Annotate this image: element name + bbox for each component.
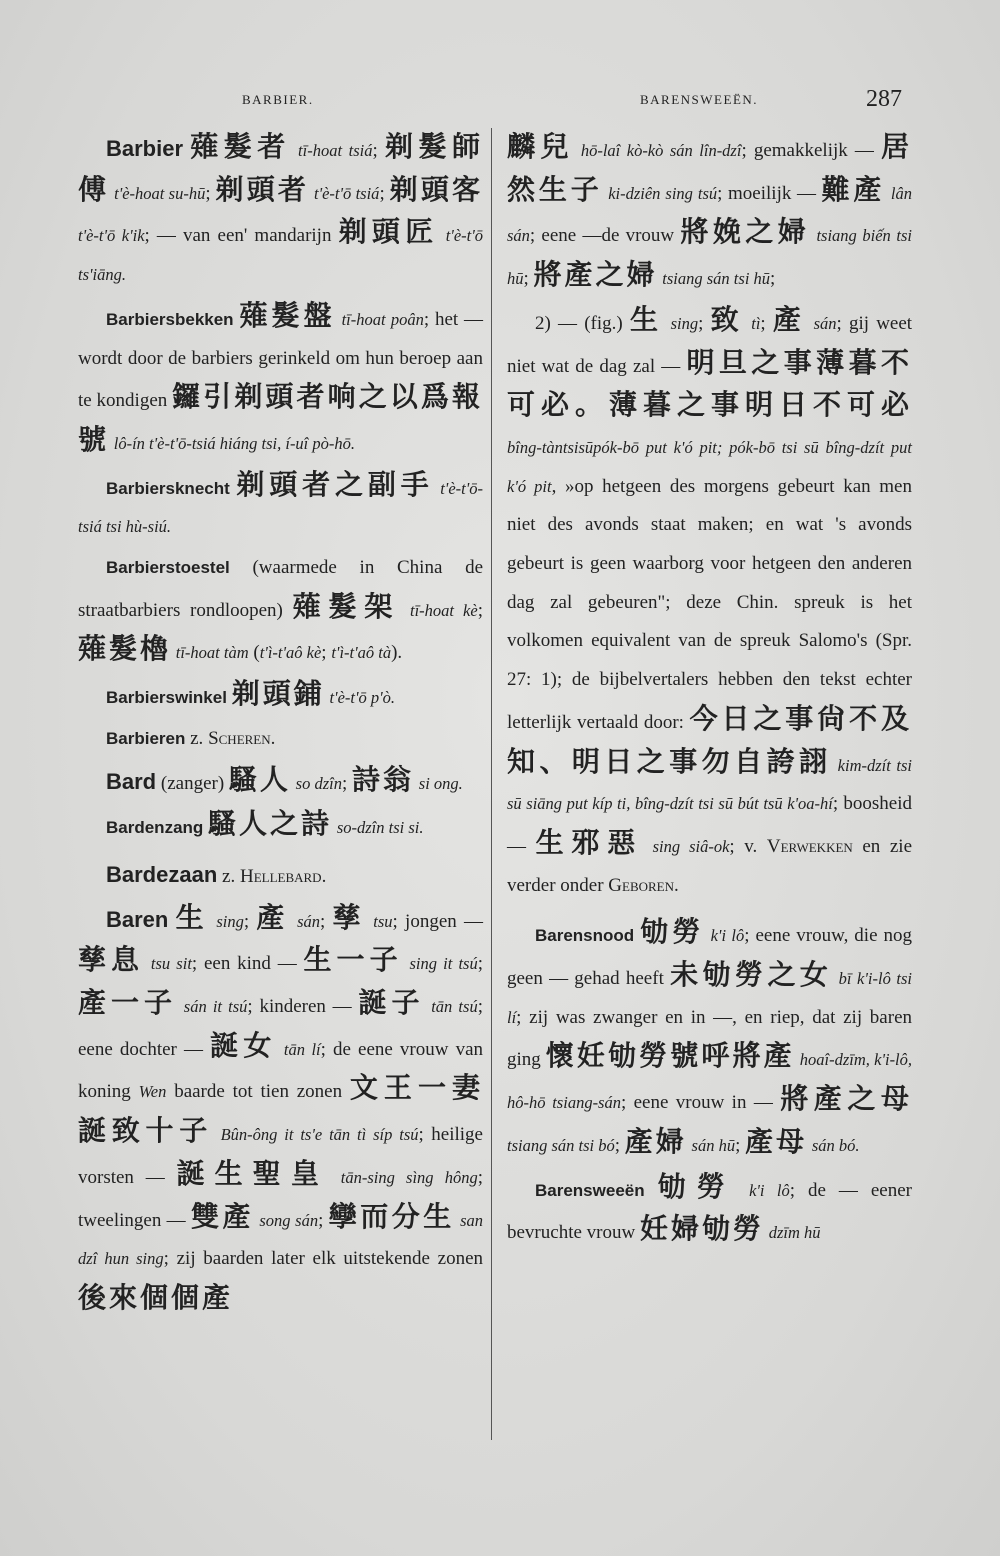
- chinese-text: 生一子: [303, 943, 403, 977]
- column-divider: [491, 128, 492, 1440]
- chinese-text: 詩翁: [352, 762, 415, 796]
- romanization: tsu: [373, 911, 393, 931]
- chinese-text: 產一子: [78, 986, 178, 1020]
- chinese-text: 將產之母: [780, 1082, 913, 1116]
- entry-bard: [78, 761, 483, 804]
- chinese-text: 剃頭者之副手: [236, 467, 434, 501]
- romanization: t'è-t'ō tsiá: [314, 183, 380, 203]
- chinese-text: 產母: [745, 1124, 808, 1158]
- definition-text: ;: [477, 953, 483, 975]
- definition-text: ; de eene vrouw van koning: [78, 1038, 484, 1103]
- romanization: t'è-t'ō k'ik: [78, 226, 145, 246]
- chinese-text: 剃頭客: [389, 172, 483, 206]
- romanization: Bûn-ông it ts'e tān tì síp tsú: [220, 1125, 419, 1145]
- definition-text: ; tweelingen —: [78, 1166, 484, 1231]
- chinese-text: 剃頭鋪: [231, 677, 325, 711]
- chinese-text: 孳息: [78, 943, 145, 977]
- chinese-text: 鑼引剃頭者响之以爲報號: [78, 380, 483, 456]
- page-header: [0, 88, 1000, 118]
- definition-text: ;: [760, 312, 766, 334]
- romanization: song sán: [259, 1210, 319, 1230]
- cross-reference: Scheren.: [208, 727, 276, 749]
- chinese-text: 產: [772, 302, 807, 336]
- headword: Barbiersknecht: [106, 478, 230, 498]
- definition-text: ;: [614, 1134, 621, 1156]
- chinese-text: 產: [256, 900, 290, 934]
- chinese-text: 薙髮者: [190, 130, 291, 163]
- romanization: sing: [216, 911, 244, 931]
- definition-text: ;: [477, 599, 483, 621]
- definition-text: ; zij baarden later elk uitstekende zonen: [163, 1248, 483, 1270]
- chinese-text: 致: [710, 302, 745, 336]
- romanization: tì: [751, 313, 761, 333]
- definition-text: ; — van een' mandarijn: [144, 225, 332, 247]
- definition-text: (: [253, 642, 260, 664]
- romanization: tī-hoat tàm: [175, 643, 249, 663]
- entry-baren-continued: [507, 128, 912, 299]
- entry-barbiersknecht: [78, 466, 483, 547]
- definition-text: ;: [318, 1209, 324, 1231]
- chinese-text: 居然生子: [507, 130, 912, 206]
- romanization: si ong.: [418, 773, 463, 793]
- romanization: hō-laî kò-kò sán lîn-dzî: [580, 141, 742, 160]
- romanization: lân sán: [507, 183, 912, 246]
- definition-text: ; eene vrouw in —: [620, 1092, 773, 1114]
- romanization: so dzîn: [295, 773, 342, 793]
- romanization: bī k'i-lô tsi lí: [507, 969, 912, 1027]
- definition-text: ; eene —de vrouw: [529, 225, 675, 247]
- chinese-text: 將產之婦: [533, 258, 658, 292]
- chinese-text: 難產: [821, 172, 886, 206]
- romanization: sán hū: [691, 1135, 736, 1155]
- romanization: tī-hoat poân: [341, 309, 424, 329]
- romanization: t'ì-t'aô kè: [259, 643, 322, 663]
- chinese-text: 薙髮盤: [239, 298, 336, 332]
- entry-baren-figurative: [507, 301, 912, 906]
- definition-text: ;: [735, 1134, 741, 1156]
- definition-text: ; een kind —: [191, 953, 297, 975]
- chinese-text: 劬勞: [657, 1169, 737, 1203]
- romanization: t'è-t'ō-tsiá tsi hù-siú.: [78, 478, 484, 537]
- headword: Barbier: [106, 136, 184, 161]
- definition-text: ; jongen —: [392, 910, 483, 932]
- chinese-text: 今日之事尙不及知、明日之事勿自誇詡: [507, 701, 912, 778]
- definition-text: ; v.: [729, 835, 758, 857]
- chinese-text: 剃頭者: [215, 172, 310, 206]
- chinese-text: 誕生聖皇: [176, 1156, 329, 1190]
- entry-bardezaan: [78, 856, 483, 897]
- entry-bardenzang: [78, 805, 483, 848]
- chinese-text: 麟兒: [507, 130, 574, 163]
- headword: Bard: [106, 768, 157, 794]
- entry-baren: [78, 899, 483, 1322]
- definition-text: ; kinderen —: [247, 996, 352, 1018]
- definition-text: ;: [243, 910, 250, 932]
- definition-text: ;: [321, 642, 327, 664]
- chinese-text: 文王一妻誕致十子: [78, 1071, 484, 1148]
- headword: Baren: [106, 906, 169, 932]
- romanization: sing it tsú: [409, 954, 478, 974]
- romanization: dzīm hū: [768, 1223, 821, 1243]
- chinese-text: 雙產: [190, 1199, 255, 1233]
- romanization: tsu sit: [150, 954, 192, 974]
- cross-reference: Hellebard.: [239, 865, 327, 887]
- headword: Barensweeën: [535, 1180, 645, 1200]
- definition-text: z.: [190, 727, 204, 749]
- romanization: lô-ín t'è-t'ō-tsiá hiáng tsi, í-uî pò-hō.: [113, 433, 356, 453]
- definition-text: z.: [222, 865, 236, 887]
- headword: Barbierswinkel: [106, 688, 227, 708]
- page-number: 287: [866, 86, 902, 112]
- romanization: sán: [813, 313, 837, 333]
- headword: Barensnood: [535, 926, 635, 946]
- romanization: san dzî hun sing: [78, 1210, 484, 1269]
- headword: Bardezaan: [106, 861, 218, 887]
- chinese-text: 劬勞: [640, 915, 705, 949]
- definition-text: ; boosheid —: [507, 793, 912, 857]
- romanization: hoaî-dzīm, k'i-lô, hô-hō tsiang-sán: [507, 1050, 913, 1113]
- chinese-text: 生邪惡: [535, 825, 644, 859]
- cross-reference: Verwekken: [766, 835, 853, 857]
- definition-text: , »op hetgeen des morgens gebeurt kan men niet des avonds staat maken; en wat 's avonds gebeurt is geen waarborg voor hetgeen den anderen dag zal gebeuren"; deze Chin. spreuk is het volkomen equivalent van de spreuk Salomo's (Spr. 27: 1); de bijbelvertalers hebben den tekst echter letterlijk vertaald door:: [507, 475, 912, 733]
- romanization: tān tsú: [431, 997, 478, 1017]
- entry-barbierswinkel: [78, 675, 483, 718]
- entry-barbieren: [78, 720, 483, 759]
- chinese-text: 產婦: [624, 1124, 687, 1158]
- romanization: tī-hoat tsiá: [298, 141, 373, 160]
- romanization: kim-dzít tsi sū siāng put kíp ti, bîng-dzít tsi sū bút tsū k'oa-hí: [507, 755, 912, 814]
- chinese-text: 孿而分生: [328, 1199, 455, 1233]
- definition-text: ; gij weet niet wat de dag zal —: [507, 312, 913, 377]
- romanization: t'è-t'ō p'ò.: [329, 688, 396, 708]
- definition-text: ;: [523, 268, 529, 290]
- definition-text: ;: [770, 268, 776, 290]
- definition-text: baarde tot tien zonen: [174, 1081, 343, 1103]
- definition-text: ; de — eener bevruchte vrouw: [507, 1179, 912, 1244]
- romanization: t'è-hoat su-hū: [114, 183, 206, 203]
- definition-text: ; heilige vorsten —: [78, 1124, 483, 1188]
- chinese-text: 騷人: [228, 762, 291, 796]
- entry-barbierstoestel: [78, 549, 483, 673]
- proper-name: Wen: [138, 1082, 167, 1102]
- entry-barbier: [78, 128, 483, 295]
- definition-text: ; moeilijk —: [717, 182, 816, 204]
- chinese-text: 誕女: [210, 1028, 277, 1062]
- definition-text: ; eene dochter —: [78, 996, 483, 1060]
- romanization: tān lí: [283, 1039, 321, 1059]
- chinese-text: 誕子: [358, 986, 425, 1020]
- romanization: sing: [670, 313, 699, 333]
- entry-barensnood: [507, 913, 912, 1165]
- running-head-right: BARENSWEEËN.: [640, 92, 759, 107]
- romanization: sán it tsú: [183, 997, 248, 1017]
- chinese-text: 明旦之事薄暮不可必。薄暮之事明日不可必: [507, 345, 912, 422]
- headword: Barbierstoestel: [106, 558, 230, 578]
- headword: Bardenzang: [106, 818, 204, 838]
- chinese-text: 孳: [332, 900, 367, 934]
- chinese-text: 懷妊劬勞號呼將產: [545, 1039, 795, 1073]
- romanization: tsiang sán tsi bó: [507, 1135, 615, 1155]
- definition-text: (waarmede in China de straatbarbiers rondloopen): [78, 557, 484, 621]
- entry-barensweeen: [507, 1168, 912, 1253]
- romanization: ki-dziên sing tsú: [608, 183, 718, 203]
- definition-text: ; het — wordt door de barbiers gerinkeld om hun beroep aan te kondigen: [78, 308, 484, 412]
- chinese-text: 將娩之婦: [680, 215, 811, 249]
- definition-text: 2) — (fig.): [535, 312, 623, 334]
- definition-text: ;: [698, 312, 704, 334]
- left-column: [78, 128, 483, 1324]
- chinese-text: 薙髮櫓: [78, 632, 172, 666]
- chinese-text: 未劬勞之女: [670, 958, 833, 992]
- romanization: t'ì-t'aô tà: [331, 643, 392, 663]
- entry-barbiersbekken: [78, 297, 483, 464]
- romanization: bîng-tàntsisūpók-bō put k'ó pit; pók-bō tsi sū bîng-dzít put k'ó pit: [507, 437, 912, 496]
- romanization: so-dzîn tsi si.: [336, 818, 424, 838]
- romanization: sing siâ-ok: [652, 836, 730, 856]
- right-column: [507, 128, 912, 1255]
- chinese-text: 後來個個產: [78, 1280, 234, 1314]
- romanization: tī-hoat kè: [410, 600, 478, 620]
- headword: Barbieren: [106, 728, 186, 748]
- romanization: t'è-t'ō ts'iāng.: [78, 226, 484, 285]
- definition-text: (zanger): [160, 772, 225, 794]
- chinese-text: 剃頭匠: [338, 215, 439, 249]
- definition-text: ;: [379, 182, 385, 204]
- definition-text: ; gemakkelijk —: [741, 140, 874, 161]
- chinese-text: 生: [629, 302, 664, 336]
- definition-text: en zie verder onder: [507, 835, 913, 896]
- romanization: sán: [297, 911, 321, 931]
- headword: Barbiersbekken: [106, 309, 234, 329]
- chinese-text: 騷人之詩: [208, 807, 333, 841]
- romanization: k'i lô: [710, 926, 745, 946]
- romanization: sán bó.: [811, 1135, 860, 1155]
- definition-text: ; eene vrouw, die nog geen — gehad heeft: [507, 925, 912, 990]
- chinese-text: 剃髮師傅: [78, 130, 484, 206]
- definition-text: ;: [372, 140, 378, 161]
- chinese-text: 妊婦劬勞: [639, 1212, 764, 1246]
- romanization: tān-sing sìng hông: [340, 1167, 478, 1187]
- definition-text: ;: [320, 910, 326, 932]
- romanization: k'i lô: [749, 1180, 790, 1200]
- definition-text: ;: [341, 772, 348, 794]
- chinese-text: 生: [175, 900, 210, 934]
- definition-text: ;: [205, 182, 211, 204]
- running-head-left: BARBIER.: [242, 92, 314, 107]
- definition-text: ).: [391, 642, 403, 664]
- definition-text: ; zij was zwanger en in —, en riep, dat zij baren ging: [507, 1006, 912, 1071]
- romanization: tsiang biến tsi hū: [507, 226, 912, 289]
- romanization: tsiang sán tsi hū: [662, 269, 771, 289]
- chinese-text: 薙髮架: [292, 589, 401, 623]
- cross-reference: Geboren.: [608, 874, 679, 896]
